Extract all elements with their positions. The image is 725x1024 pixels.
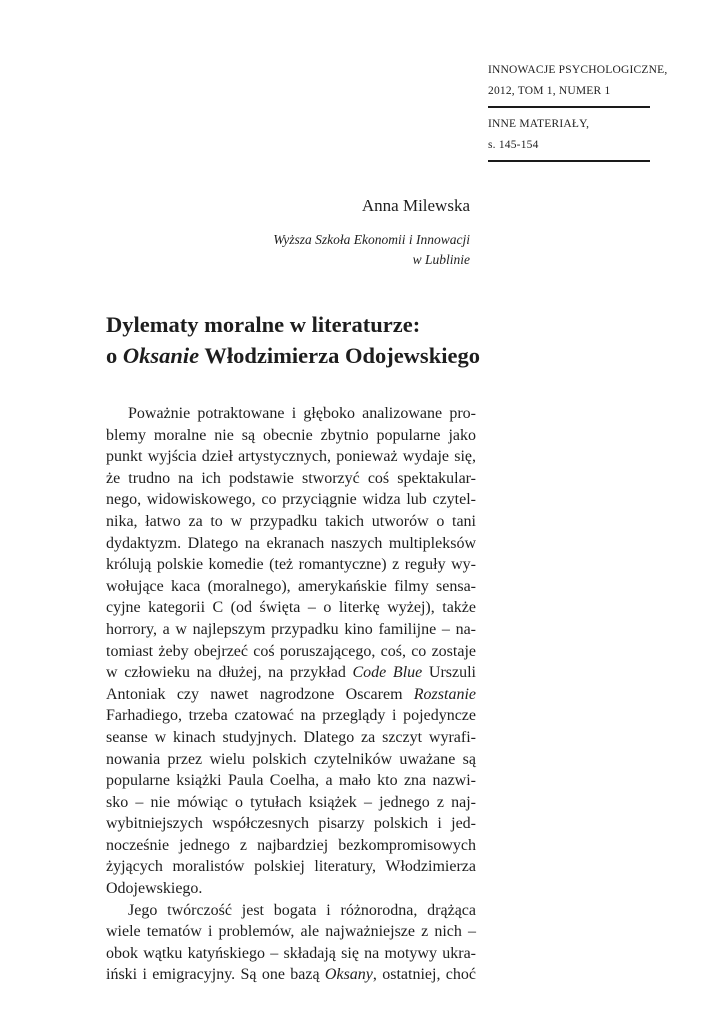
author-affiliation	[273, 230, 470, 270]
journal-header	[488, 60, 668, 168]
body-line	[106, 662, 476, 684]
title-prefix: o	[106, 343, 123, 368]
journal-divider-1	[488, 106, 650, 108]
body-line: królują polskie komedie (też romantyczne) z reguły wy-	[106, 556, 476, 574]
body-line: obok wątku katyńskiego – składają się na motywy ukra-	[106, 944, 476, 962]
article-title	[106, 309, 486, 371]
body-line: horrory, a w najlepszym przypadku kino familijne – na-	[106, 620, 476, 638]
journal-pages: s. 145-154	[488, 139, 539, 151]
body-line: popularne książki Paula Coelha, a mało kto zna nazwi-	[106, 772, 476, 790]
body-line: Odojewskiego.	[106, 880, 203, 898]
affiliation-line-1: Wyższa Szkoła Ekonomii i Innowacji	[273, 232, 470, 247]
journal-name: INNOWACJE PSYCHOLOGICZNE,	[488, 64, 668, 76]
body-line: wołujące kaca (moralnego), amerykańskie filmy sensa-	[106, 577, 476, 595]
journal-section: INNE MATERIAŁY,	[488, 118, 590, 130]
body-line: sko – nie mówiąc o tytułach książek – jednego z naj-	[106, 793, 476, 811]
author-name: Anna Milewska	[361, 196, 470, 215]
body-line: nika, łatwo za to w przypadku takich utworów o tani	[106, 512, 476, 530]
title-italic-work: Oksanie	[122, 343, 200, 368]
body-line: Farhadiego, trzeba czatować na przeglądy i pojedyncze	[106, 707, 476, 725]
affiliation-line-2: w Lublinie	[412, 252, 470, 267]
body-line: punkt wyjścia dzieł artystycznych, ponieważ wydaje się,	[106, 448, 476, 466]
cited-work-rozstanie: Rozstanie	[413, 685, 476, 703]
cited-work-code-blue: Code Blue	[352, 664, 423, 682]
body-line: żyjących moralistów polskiej literatury, Włodzimierza	[106, 858, 476, 876]
body-line: nocześnie jednego z najbardziej bezkompromisowych	[106, 836, 476, 854]
body-line: nego, widowiskowego, co przyciągnie widza lub czytel-	[106, 491, 476, 509]
body-line: że trudno na ich podstawie stworzyć coś spektakular-	[106, 469, 476, 487]
journal-divider-2	[488, 160, 650, 162]
body-segment: iński i emigracyjny. Są one bazą	[106, 966, 325, 984]
body-line: Poważnie potraktowane i głęboko analizowane pro-	[128, 405, 476, 422]
journal-volume: 2012, TOM 1, NUMER 1	[488, 85, 611, 97]
body-line: wybitniejszych współczesnych pisarzy polskich i jed-	[106, 815, 476, 833]
body-segment: w człowieku na dłużej, na przykład	[106, 664, 353, 682]
body-line	[106, 684, 476, 706]
body-line: blemy moralne nie są obecnie zbytnio popularne jako	[106, 426, 476, 444]
title-line-1: Dylematy moralne w literaturze:	[106, 312, 421, 337]
body-segment: Urszuli	[422, 664, 477, 682]
body-line: cyjne kategorii C (od święta – o literkę wyżej), także	[106, 599, 476, 617]
title-suffix: Włodzimierza Odojewskiego	[199, 343, 480, 368]
body-line: tomiast żeby obejrzeć coś poruszającego, coś, co zostaje	[106, 642, 476, 660]
body-line: Jego twórczość jest bogata i różnorodna, drążąca	[128, 901, 476, 919]
body-line: wiele tematów i problemów, ale najważniejsze z nich –	[106, 923, 476, 941]
body-segment: Antoniak czy nawet nagrodzone Oscarem	[106, 685, 414, 703]
article-body	[106, 403, 476, 986]
title-line-2	[106, 340, 486, 371]
body-line: dydaktyzm. Dlatego na ekranach naszych multipleksów	[106, 534, 476, 552]
body-line: nowania przez wielu polskich czytelników uważane są	[106, 750, 476, 768]
body-line: seanse w kinach studyjnych. Dlatego za szczyt wyrafi-	[106, 728, 476, 746]
cited-work-oksana: Oksany	[324, 966, 373, 984]
body-line	[106, 964, 476, 986]
body-segment: , ostatniej, choć	[372, 966, 476, 984]
